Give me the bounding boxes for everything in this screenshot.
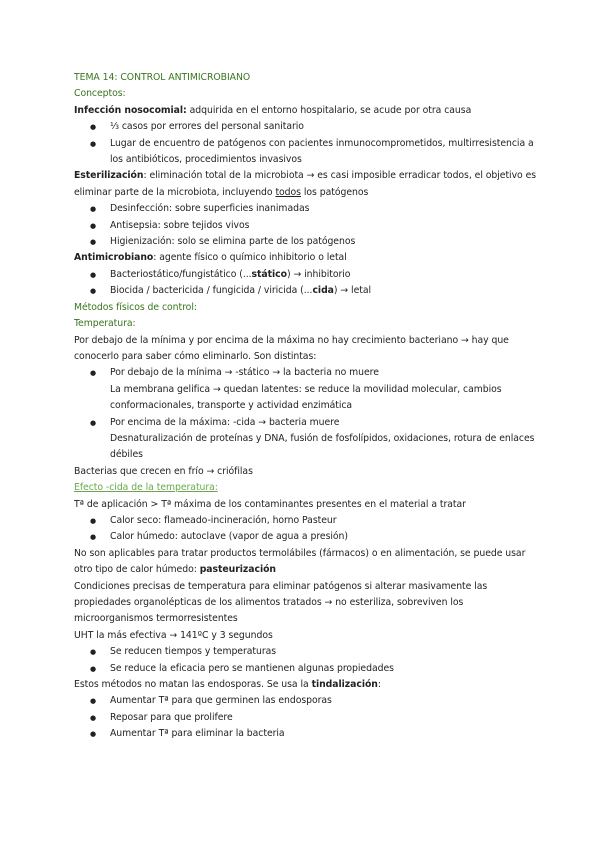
list-item: ● Aumentar Tª para que germinen las endosporas: [74, 693, 534, 709]
term-infeccion: Infección nosocomial:: [74, 104, 187, 116]
paragraph: [74, 562, 534, 578]
text: ) → letal: [333, 285, 372, 297]
list-item: ● Se reduce la eficacia pero se mantienen algunas propiedades: [74, 661, 534, 677]
antimicrobiano-text: : agente físico o químico inhibitorio o letal: [153, 252, 347, 264]
infeccion-def: [74, 103, 534, 119]
paragraph: Condiciones precisas de temperatura para eliminar patógenos si alterar masivamente las: [74, 580, 488, 592]
bold-suffix: stático: [251, 268, 287, 280]
esterilizacion-def-cont: [74, 185, 534, 201]
list-item-continuation: los antibióticos, procedimientos invasivos: [110, 154, 302, 166]
text: eliminar parte de la microbiota, incluyendo: [74, 186, 276, 198]
text: ) → inhibitorio: [286, 268, 351, 280]
term-pasteurizacion: pasteurización: [199, 564, 276, 576]
list-item: ● ⅓ casos por errores del personal sanitario: [74, 119, 534, 135]
list-item-continuation: Desnaturalización de proteínas y DNA, fusión de fosfolípidos, oxidaciones, rotura de enlaces: [110, 432, 535, 444]
list-item: ● Higienización: solo se elimina parte de los patógenos: [74, 234, 534, 250]
list-item: ● Antisepsia: sobre tejidos vivos: [74, 218, 534, 234]
term-esterilizacion: Esterilización: [74, 170, 144, 182]
text: Bacteriostático/fungistático (...: [110, 268, 252, 280]
text: Biocida / bactericida / fungicida / viricida (...: [110, 285, 313, 297]
list-item: ● Lugar de encuentro de patógenos con pacientes inmunocomprometidos, multirresistencia a: [74, 136, 534, 152]
paragraph: [74, 677, 534, 693]
paragraph: No son aplicables para tratar productos termolábiles (fármacos) o en alimentación, se puede usar: [74, 547, 526, 559]
term-antimicrobiano: Antimicrobiano: [74, 252, 154, 264]
term-tindalizacion: tindalización: [311, 679, 378, 691]
antimicrobiano-def: [74, 250, 534, 266]
paragraph: Por debajo de la mínima y por encima de la máxima no hay crecimiento bacteriano → hay que: [74, 334, 509, 346]
infeccion-text: adquirida en el entorno hospitalario, se acude por otra causa: [186, 104, 472, 116]
text: los patógenos: [300, 186, 369, 198]
section-metodos: Métodos físicos de control:: [74, 301, 197, 313]
list-item-continuation: La membrana gelifica → quedan latentes: se reduce la movilidad molecular, cambios: [110, 383, 502, 395]
text: Estos métodos no matan las endosporas. Se usa la: [74, 679, 312, 691]
list-item: ● Calor húmedo: autoclave (vapor de agua a presión): [74, 529, 534, 545]
section-conceptos: Conceptos:: [74, 88, 126, 100]
esterilizacion-text: : eliminación total de la microbiota → es casi imposible erradicar todos, el objetivo es: [143, 170, 537, 182]
underlined-word: todos: [275, 186, 301, 198]
list-item: ● Desinfección: sobre superficies inanimadas: [74, 201, 534, 217]
list-item: ● Reposar para que prolifere: [74, 710, 534, 726]
document-content: [74, 70, 537, 743]
paragraph: conocerlo para saber cómo eliminarlo. Son distintas:: [74, 350, 317, 362]
subsection-temperatura: Temperatura:: [74, 318, 136, 330]
list-item: ● Calor seco: flameado-incineración, horno Pasteur: [74, 513, 534, 529]
subsection-efecto-link[interactable]: Efecto -cida de la temperatura:: [74, 482, 218, 494]
text: otro tipo de calor húmedo:: [74, 564, 200, 576]
bold-suffix: cida: [312, 285, 334, 297]
list-item: ● Aumentar Tª para eliminar la bacteria: [74, 726, 534, 742]
list-item: ● Por debajo de la mínima → -stático → la bacteria no muere: [74, 365, 534, 381]
list-item-continuation: conformacionales, transporte y actividad enzimática: [110, 400, 353, 412]
list-item: ● Se reducen tiempos y temperaturas: [74, 644, 534, 660]
list-item: [74, 283, 534, 299]
paragraph: microorganismos termorresistentes: [74, 613, 238, 625]
doc-title: TEMA 14: CONTROL ANTIMICROBIANO: [74, 72, 251, 83]
esterilizacion-def: [74, 168, 537, 184]
list-item-continuation: débiles: [110, 449, 143, 461]
paragraph: Tª de aplicación > Tª máxima de los contaminantes presentes en el material a tratar: [74, 498, 466, 510]
list-item: [74, 267, 534, 283]
paragraph: propiedades organolépticas de los alimentos tratados → no esteriliza, sobreviven los: [74, 597, 464, 608]
list-item: ● Por encima de la máxima: -cida → bacteria muere: [74, 415, 534, 431]
paragraph: Bacterias que crecen en frío → criófilas: [74, 465, 253, 477]
paragraph: UHT la más efectiva → 141ºC y 3 segundos: [74, 629, 273, 641]
text: :: [377, 679, 381, 691]
